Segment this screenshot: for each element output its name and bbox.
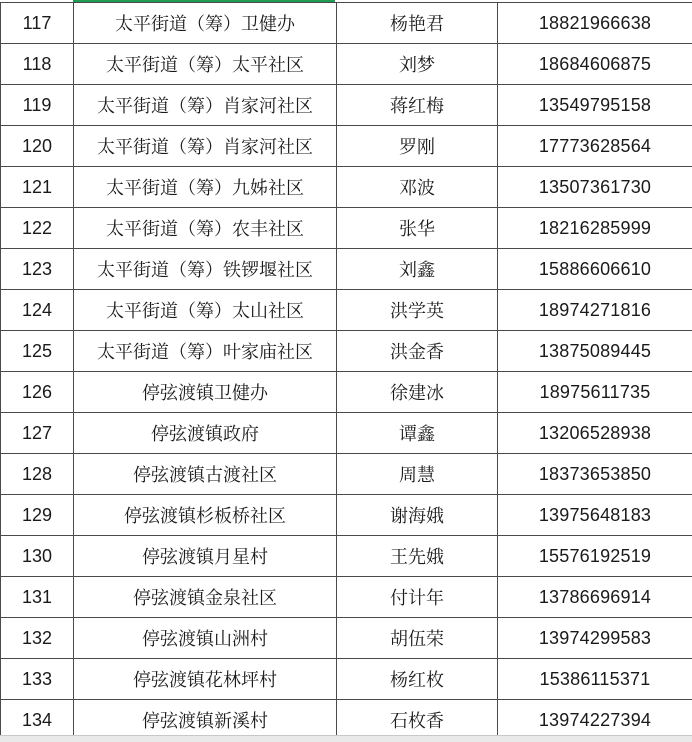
contact-name-cell[interactable]: 刘鑫: [337, 249, 498, 290]
row-number-cell[interactable]: 120: [1, 126, 74, 167]
contact-name-cell[interactable]: 石枚香: [337, 700, 498, 741]
phone-cell[interactable]: 13875089445: [498, 331, 692, 372]
phone-cell[interactable]: 15386115371: [498, 659, 692, 700]
unit-cell[interactable]: 停弦渡镇山洲村: [74, 618, 337, 659]
contact-name-cell[interactable]: 谭鑫: [337, 413, 498, 454]
table-row: [1, 413, 692, 454]
phone-cell[interactable]: 13507361730: [498, 167, 692, 208]
row-number-cell[interactable]: 127: [1, 413, 74, 454]
row-number-cell[interactable]: 124: [1, 290, 74, 331]
unit-cell[interactable]: 停弦渡镇花林坪村: [74, 659, 337, 700]
table-row: [1, 659, 692, 700]
contact-name-cell[interactable]: 洪金香: [337, 331, 498, 372]
contact-name-cell[interactable]: 付计年: [337, 577, 498, 618]
table-row: [1, 44, 692, 85]
unit-cell[interactable]: 太平街道（筹）九姊社区: [74, 167, 337, 208]
row-number-cell[interactable]: 117: [1, 3, 74, 44]
row-number-cell[interactable]: 131: [1, 577, 74, 618]
unit-cell[interactable]: 停弦渡镇古渡社区: [74, 454, 337, 495]
table-row: [1, 85, 692, 126]
contact-name-cell[interactable]: 谢海娥: [337, 495, 498, 536]
phone-cell[interactable]: 18975611735: [498, 372, 692, 413]
phone-cell[interactable]: 18684606875: [498, 44, 692, 85]
unit-cell[interactable]: 太平街道（筹）卫健办: [74, 3, 337, 44]
contact-table: [0, 2, 692, 741]
phone-cell[interactable]: 18216285999: [498, 208, 692, 249]
row-number-cell[interactable]: 121: [1, 167, 74, 208]
phone-cell[interactable]: 13975648183: [498, 495, 692, 536]
contact-name-cell[interactable]: 周慧: [337, 454, 498, 495]
contact-name-cell[interactable]: 杨艳君: [337, 3, 498, 44]
row-number-cell[interactable]: 132: [1, 618, 74, 659]
table-row: [1, 577, 692, 618]
unit-cell[interactable]: 停弦渡镇月星村: [74, 536, 337, 577]
table-row: [1, 536, 692, 577]
row-number-cell[interactable]: 123: [1, 249, 74, 290]
table-row: [1, 331, 692, 372]
unit-cell[interactable]: 停弦渡镇政府: [74, 413, 337, 454]
row-number-cell[interactable]: 133: [1, 659, 74, 700]
contact-name-cell[interactable]: 罗刚: [337, 126, 498, 167]
phone-cell[interactable]: 13549795158: [498, 85, 692, 126]
unit-cell[interactable]: 太平街道（筹）太山社区: [74, 290, 337, 331]
contact-name-cell[interactable]: 杨红枚: [337, 659, 498, 700]
row-number-cell[interactable]: 119: [1, 85, 74, 126]
table-row: [1, 126, 692, 167]
phone-cell[interactable]: 13206528938: [498, 413, 692, 454]
unit-cell[interactable]: 太平街道（筹）太平社区: [74, 44, 337, 85]
table-row: [1, 454, 692, 495]
unit-cell[interactable]: 太平街道（筹）铁锣堰社区: [74, 249, 337, 290]
unit-cell[interactable]: 停弦渡镇金泉社区: [74, 577, 337, 618]
unit-cell[interactable]: 停弦渡镇卫健办: [74, 372, 337, 413]
contact-name-cell[interactable]: 邓波: [337, 167, 498, 208]
phone-cell[interactable]: 13974299583: [498, 618, 692, 659]
unit-cell[interactable]: 太平街道（筹）叶家庙社区: [74, 331, 337, 372]
row-number-cell[interactable]: 129: [1, 495, 74, 536]
contact-name-cell[interactable]: 王先娥: [337, 536, 498, 577]
unit-cell[interactable]: 太平街道（筹）肖家河社区: [74, 126, 337, 167]
row-number-cell[interactable]: 128: [1, 454, 74, 495]
phone-cell[interactable]: 13974227394: [498, 700, 692, 741]
row-number-cell[interactable]: 130: [1, 536, 74, 577]
unit-cell[interactable]: 停弦渡镇新溪村: [74, 700, 337, 741]
phone-cell[interactable]: 17773628564: [498, 126, 692, 167]
table-body: [1, 3, 692, 741]
row-number-cell[interactable]: 122: [1, 208, 74, 249]
phone-cell[interactable]: 18373653850: [498, 454, 692, 495]
unit-cell[interactable]: 停弦渡镇杉板桥社区: [74, 495, 337, 536]
contact-name-cell[interactable]: 刘梦: [337, 44, 498, 85]
row-number-cell[interactable]: 126: [1, 372, 74, 413]
contact-name-cell[interactable]: 蒋红梅: [337, 85, 498, 126]
phone-cell[interactable]: 18821966638: [498, 3, 692, 44]
contact-name-cell[interactable]: 徐建冰: [337, 372, 498, 413]
row-number-cell[interactable]: 125: [1, 331, 74, 372]
table-row: [1, 249, 692, 290]
contact-name-cell[interactable]: 张华: [337, 208, 498, 249]
table-row: [1, 618, 692, 659]
unit-cell[interactable]: 太平街道（筹）农丰社区: [74, 208, 337, 249]
phone-cell[interactable]: 18974271816: [498, 290, 692, 331]
row-number-cell[interactable]: 134: [1, 700, 74, 741]
contact-name-cell[interactable]: 胡伍荣: [337, 618, 498, 659]
table-row: [1, 167, 692, 208]
phone-cell[interactable]: 15886606610: [498, 249, 692, 290]
table-row: [1, 372, 692, 413]
phone-cell[interactable]: 15576192519: [498, 536, 692, 577]
row-number-cell[interactable]: 118: [1, 44, 74, 85]
phone-cell[interactable]: 13786696914: [498, 577, 692, 618]
unit-cell[interactable]: 太平街道（筹）肖家河社区: [74, 85, 337, 126]
table-row: [1, 290, 692, 331]
contact-name-cell[interactable]: 洪学英: [337, 290, 498, 331]
table-row: [1, 208, 692, 249]
table-row: [1, 3, 692, 44]
table-row: [1, 495, 692, 536]
